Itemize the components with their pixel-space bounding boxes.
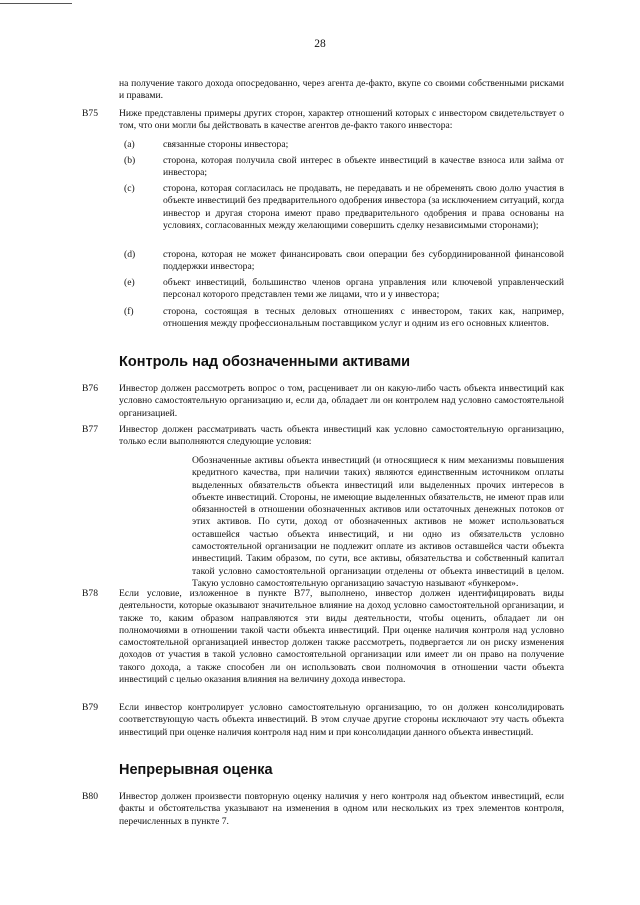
paragraph-b77: Инвестор должен рассматривать часть объекта инвестиций как условно самостоятельную организацию, только если выполняются следующие условия: [119, 424, 564, 448]
paragraph-id-b77: B77 [82, 424, 98, 435]
paragraph-b75: Ниже представлены примеры других сторон, характер отношений которых с инвестором свидетельствует о том, что они могли бы действовать в качестве агентов де-факто такого инвестора: [119, 108, 564, 132]
section-heading-controlled-assets: Контроль над обозначенными активами [119, 354, 411, 370]
list-item-label-b: (b) [124, 155, 136, 166]
list-item-text-e: объект инвестиций, большинство членов органа управления или ключевой управленческий персонал которого представлен теми же лицами, что и у инвестора; [163, 277, 564, 301]
paragraph-id-b79: B79 [82, 702, 98, 713]
paragraph-b79: Если инвестор контролирует условно самостоятельную организацию, то он должен консолидировать соответствующую часть объекта инвестиций. В этом случае другие стороны исключают эту часть объекта инвестиций при оценке наличия контроля над ним и при консолидации данного объекта инвестиций. [119, 702, 564, 738]
paragraph-id-b80: B80 [82, 791, 98, 802]
list-item-text-c: сторона, которая согласилась не продавать, не передавать и не обременять свою долю участия в объекте инвестиций без предварительного одобрения инвестора (за исключением ситуаций, когда инвестор и другая сторона имеют право предварительного одобрения и права основаны на условиях, согласованных между желающими совершить сделку независимыми сторонами); [163, 183, 564, 231]
paragraph-b76: Инвестор должен рассмотреть вопрос о том, расценивает ли он какую-либо часть объекта инвестиций как условно самостоятельную организацию и, если да, обладает ли он контролем над условно самостоятельной организацией. [119, 383, 564, 419]
section-heading-continuous-assessment: Непрерывная оценка [119, 762, 273, 778]
intro-paragraph: на получение такого дохода опосредованно, через агента де-факто, вкупе со своими собственными рисками и правами. [119, 78, 564, 102]
list-item-text-b: сторона, которая получила свой интерес в объекте инвестиций в качестве взноса или займа от инвестора; [163, 155, 564, 179]
paragraph-id-b76: B76 [82, 383, 98, 394]
list-item-text-f: сторона, состоящая в тесных деловых отношениях с инвестором, таких как, например, отношения между профессиональным поставщиком услуг и одним из его основных клиентов. [163, 306, 564, 330]
paragraph-id-b75: B75 [82, 108, 98, 119]
list-item-label-e: (e) [124, 277, 135, 288]
paragraph-b80: Инвестор должен произвести повторную оценку наличия у него контроля над объектом инвестиций, если факты и обстоятельства указывают на изменения в одном или нескольких из трех элементов контроля, перечисленных в пункте 7. [119, 791, 564, 827]
paragraph-b78: Если условие, изложенное в пункте B77, выполнено, инвестор должен идентифицировать виды деятельности, которые оказывают значительное влияние на доход условно самостоятельной организации, и также то, каким образом направляются эти виды деятельности, чтобы оценить, обладает ли он полномочиями в отношении такой части объекта инвестиций. При оценке наличия контроля над условно самостоятельной организацией инвестор должен также рассмотреть, подвергается ли он риску изменения доходов от участия в такой условно самостоятельной организации или имеет ли он право на получение такого дохода, а также способен ли он использовать свои полномочия в отношении части объекта инвестиций с целью оказания влияния на величину дохода инвестора. [119, 588, 564, 686]
list-item-label-c: (c) [124, 183, 135, 194]
condition-quote: Обозначенные активы объекта инвестиций (и относящиеся к ним механизмы повышения кредитного качества, при наличии таких) являются единственным источником оплаты выделенных обязательств объекта инвестиций или выделенных прочих интересов в объекте инвестиций. Стороны, не имеющие выделенных обязательств, не имеют прав или обязанностей в отношении обозначенных активов или остаточных денежных потоков от этих активов. По сути, доход от обозначенных активов не может использоваться оставшейся частью объекта инвестиций, и ни одно из обязательств условно самостоятельной организации не подлежит оплате из активов оставшейся части объекта инвестиций. Таким образом, по сути, все активы, обязательства и собственный капитал такой условно самостоятельной организации отделены от объекта инвестиций в целом. Такую условно самостоятельную организацию зачастую называют «бункером». [192, 455, 564, 589]
list-item-text-a: связанные стороны инвестора; [163, 139, 289, 150]
list-item-label-d: (d) [124, 249, 136, 260]
paragraph-id-b78: B78 [82, 588, 98, 599]
top-rule [0, 3, 72, 4]
list-item-label-f: (f) [124, 306, 134, 317]
list-item-text-d: сторона, которая не может финансировать свои операции без субординированной финансовой поддержки инвестора; [163, 249, 564, 273]
list-item-label-a: (a) [124, 139, 135, 150]
page-number: 28 [314, 38, 326, 50]
